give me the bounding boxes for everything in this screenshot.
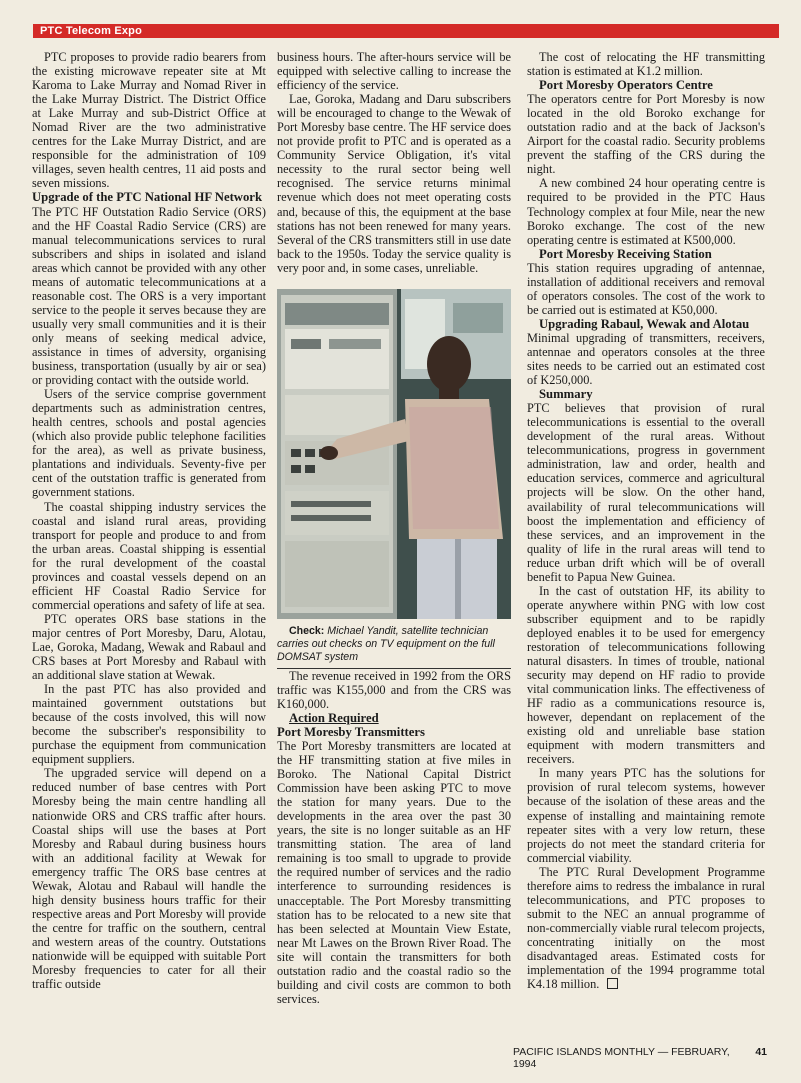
paragraph: PTC proposes to provide radio bearers from the existing microwave repeater site at Mt Karoma to Lake Murray and Nomad River in the Lake Murray District. The District Office at Lake Murray and sub-District Office at Nomad River are the two administrative centres for the Lake Murray District, and are responsible for the administration of 109 villages, seven health centres, 11 aid posts and seven missions. [32,50,266,191]
publication-line: PACIFIC ISLANDS MONTHLY — FEBRUARY, 1994 [513,1046,730,1070]
paragraph: The Port Moresby transmitters are located at the HF transmitting station at five miles in Boroko. The National Capital District Commission have been asking PTC to move the station for many years. Due to the developments in the area over the past 30 years, the site is no longer suitable as an HF transmitting station. The area of land remaining is too small to upgrade to provide the required number of services and the radio interference to surrounding residences is unacceptable. The Port Moresby transmitting station has to be relocated to a new site that has been selected at Mountain View Estate, near Mt Lawes on the Brown River Road. The site will contain the transmitters for both outstation radio and the coastal radio so the building and civil costs are common to both services. [277,738,511,1006]
article-column-3 [527,50,765,991]
subheading: Port Moresby Receiving Station [539,246,712,261]
subheading: Upgrading Rabaul, Wewak and Alotau [539,316,750,331]
article-column-1 [32,50,266,991]
subheading: Port Moresby Operators Centre [539,78,713,93]
subheading: Upgrade of the PTC National HF Network [32,190,262,205]
caption-text: Michael Yandit, satellite technician carries out checks on TV equipment on the full DOMSAT system [277,624,495,663]
paragraph: Users of the service comprise government departments such as administration centres, health centres, schools and postal agencies (which also provide public telephone facilities for the area), as well as private business, plantations and individuals. Seventy-five per cent of the outstation traffic is generated from government stations. [32,387,266,500]
paragraph: The PTC HF Outstation Radio Service (ORS) and the HF Coastal Radio Service (CRS) are manual telecommunications services to rural subscribers and ships in isolated and island areas which cannot be provided with any other means of automatic telecommunications at a reasonable cost. The ORS is a very important service to the people it serves because they are usually very small communities and it is their only means of seeking medical advice, assistance in times of adversity, organising business, transportation (usually by air or sea) or providing contact with the outside world. [32,204,266,388]
paragraph: The cost of relocating the HF transmitting station is estimated at K1.2 million. [527,50,765,79]
paragraph: The coastal shipping industry services the coastal and island rural areas, providing transport for people and produce to and from the urban areas. Coastal shipping is essential for the rural development of the coastal provinces and coastal vessels depend on an efficient HF Coastal Radio Service for commercial operations and safety of life at sea. [32,499,266,612]
section-label: PTC Telecom Expo [40,25,143,37]
page-number: 41 [755,1046,767,1058]
paragraph: Lae, Goroka, Madang and Daru subscribers will be encouraged to change to the Wewak of Port Moresby base centre. The HF service does not provide profit to PTC and is operated as a Community Service Obligation, it's vital necessity to the rural sector being well recognised. The service returns minimal revenue which does not meet operating costs and, because of this, the equipment at the base stations has not been renewed for many years. Several of the CRS transmitters still in use date back to the 1950s. Today the service quality is very poor and, in some cases, unreliable. [277,92,511,275]
section-header-bar [33,24,779,38]
paragraph: The upgraded service will depend on a reduced number of base centres with Port Moresby being the main centre handling all nationwide ORS and CRS traffic after hours. Coastal ships will use the bases at Port Moresby and Rabaul during business hours with an additional facility at Wewak for emergency traffic The ORS base centres at Wewak, Alotau and Rabaul will handle the high density business hours traffic for their respective areas and Port Moresby will provide the centre for traffic on the southern, central and western areas of the country. Outstations nationwide will be equipped with suitable Port Moresby frequencies to cater for all their traffic outside [32,766,266,992]
caption-lead: Check: [289,624,325,637]
paragraph: A new combined 24 hour operating centre is required to be provided in the PTC Haus Technology complex at four Mile, near the new Boroko exchange. The cost of the new operating centre is estimated at K500,000. [527,176,765,247]
subheading: Port Moresby Transmitters [277,724,425,739]
paragraph [527,865,765,991]
paragraph: The revenue received in 1992 from the ORS traffic was K155,000 and from the CRS was K160,000. [277,668,511,711]
photo-caption [277,625,511,669]
subheading: Summary [539,387,593,402]
paragraph: In the cast of outstation HF, its ability to operate anywhere within PNG with low cost subscriber equipment and to be rapidly deployed enables it to be used for emergency restoration of telecommunications following natural disasters. In times of trouble, national security may depend on HF radio to provide vital communication links. The effectiveness of HF radio as a communications resource is, however, dependant on replacement of the existing old and unreliable base station equipment with modern transmitters and receivers. [527,583,765,767]
paragraph: business hours. The after-hours service will be equipped with selective calling to increase the efficiency of the service. [277,50,511,93]
paragraph: This station requires upgrading of antennae, installation of additional receivers and removal of operators consoles. The cost of the work to be carried out is estimated at K50,000. [527,260,765,317]
technician-photo [277,289,511,619]
paragraph: The operators centre for Port Moresby is now located in the old Boroko exchange for outstation radio and at the back of Jackson's Airport for the coastal radio. Security problems prevent the staffing of the CRS during the night. [527,92,765,177]
paragraph: Minimal upgrading of transmitters, receivers, antennae and operators consoles at the three sites needs to be carried out an estimated cost of K250,000. [527,330,765,388]
end-of-article-icon [607,978,618,989]
paragraph: PTC operates ORS base stations in the major centres of Port Moresby, Daru, Alotau, Lae, Goroka, Madang, Wewak and Rabaul and CRS bases at Port Moresby and Rabaul with an additional slave station at Wewak. [32,611,266,683]
paragraph: In many years PTC has the solutions for provision of rural telecom systems, however because of the isolation of these areas and the expense of installing and maintaining remote repeater sites with a very low return, these projects do not meet the standard criteria for commercial viability. [527,766,765,865]
subheading: Action Required [289,710,379,725]
closing-paragraph-text: The PTC Rural Development Programme therefore aims to redress the imbalance in rural telecommunications, and PTC proposes to submit to the NEC an annual programme of non-commercially viable rural telecom projects, concentrating initially on the most disadvantaged areas. Estimated costs for implementation of the 1994 programme total K4.18 million. [527,864,765,992]
paragraph: PTC believes that provision of rural telecommunications is essential to the overall development of the rural areas. Without telecommunications, progress in government administration, law and order, health and education services, commerce and agricultural projects will be slow. On the other hand, availability of rural telecommunications will boost the implementation and efficiency of these services, and an improvement in the quality of life in the rural areas will tend to reduce urban drift which will be of overall benefit to Papua New Guinea. [527,401,765,584]
page-footer [513,1046,767,1070]
article-column-2 [277,50,511,1006]
paragraph: In the past PTC has also provided and maintained government outstations but because of the costs involved, this will now become the subscriber's responsibility to purchase the equipment from communication equipment suppliers. [32,682,266,767]
